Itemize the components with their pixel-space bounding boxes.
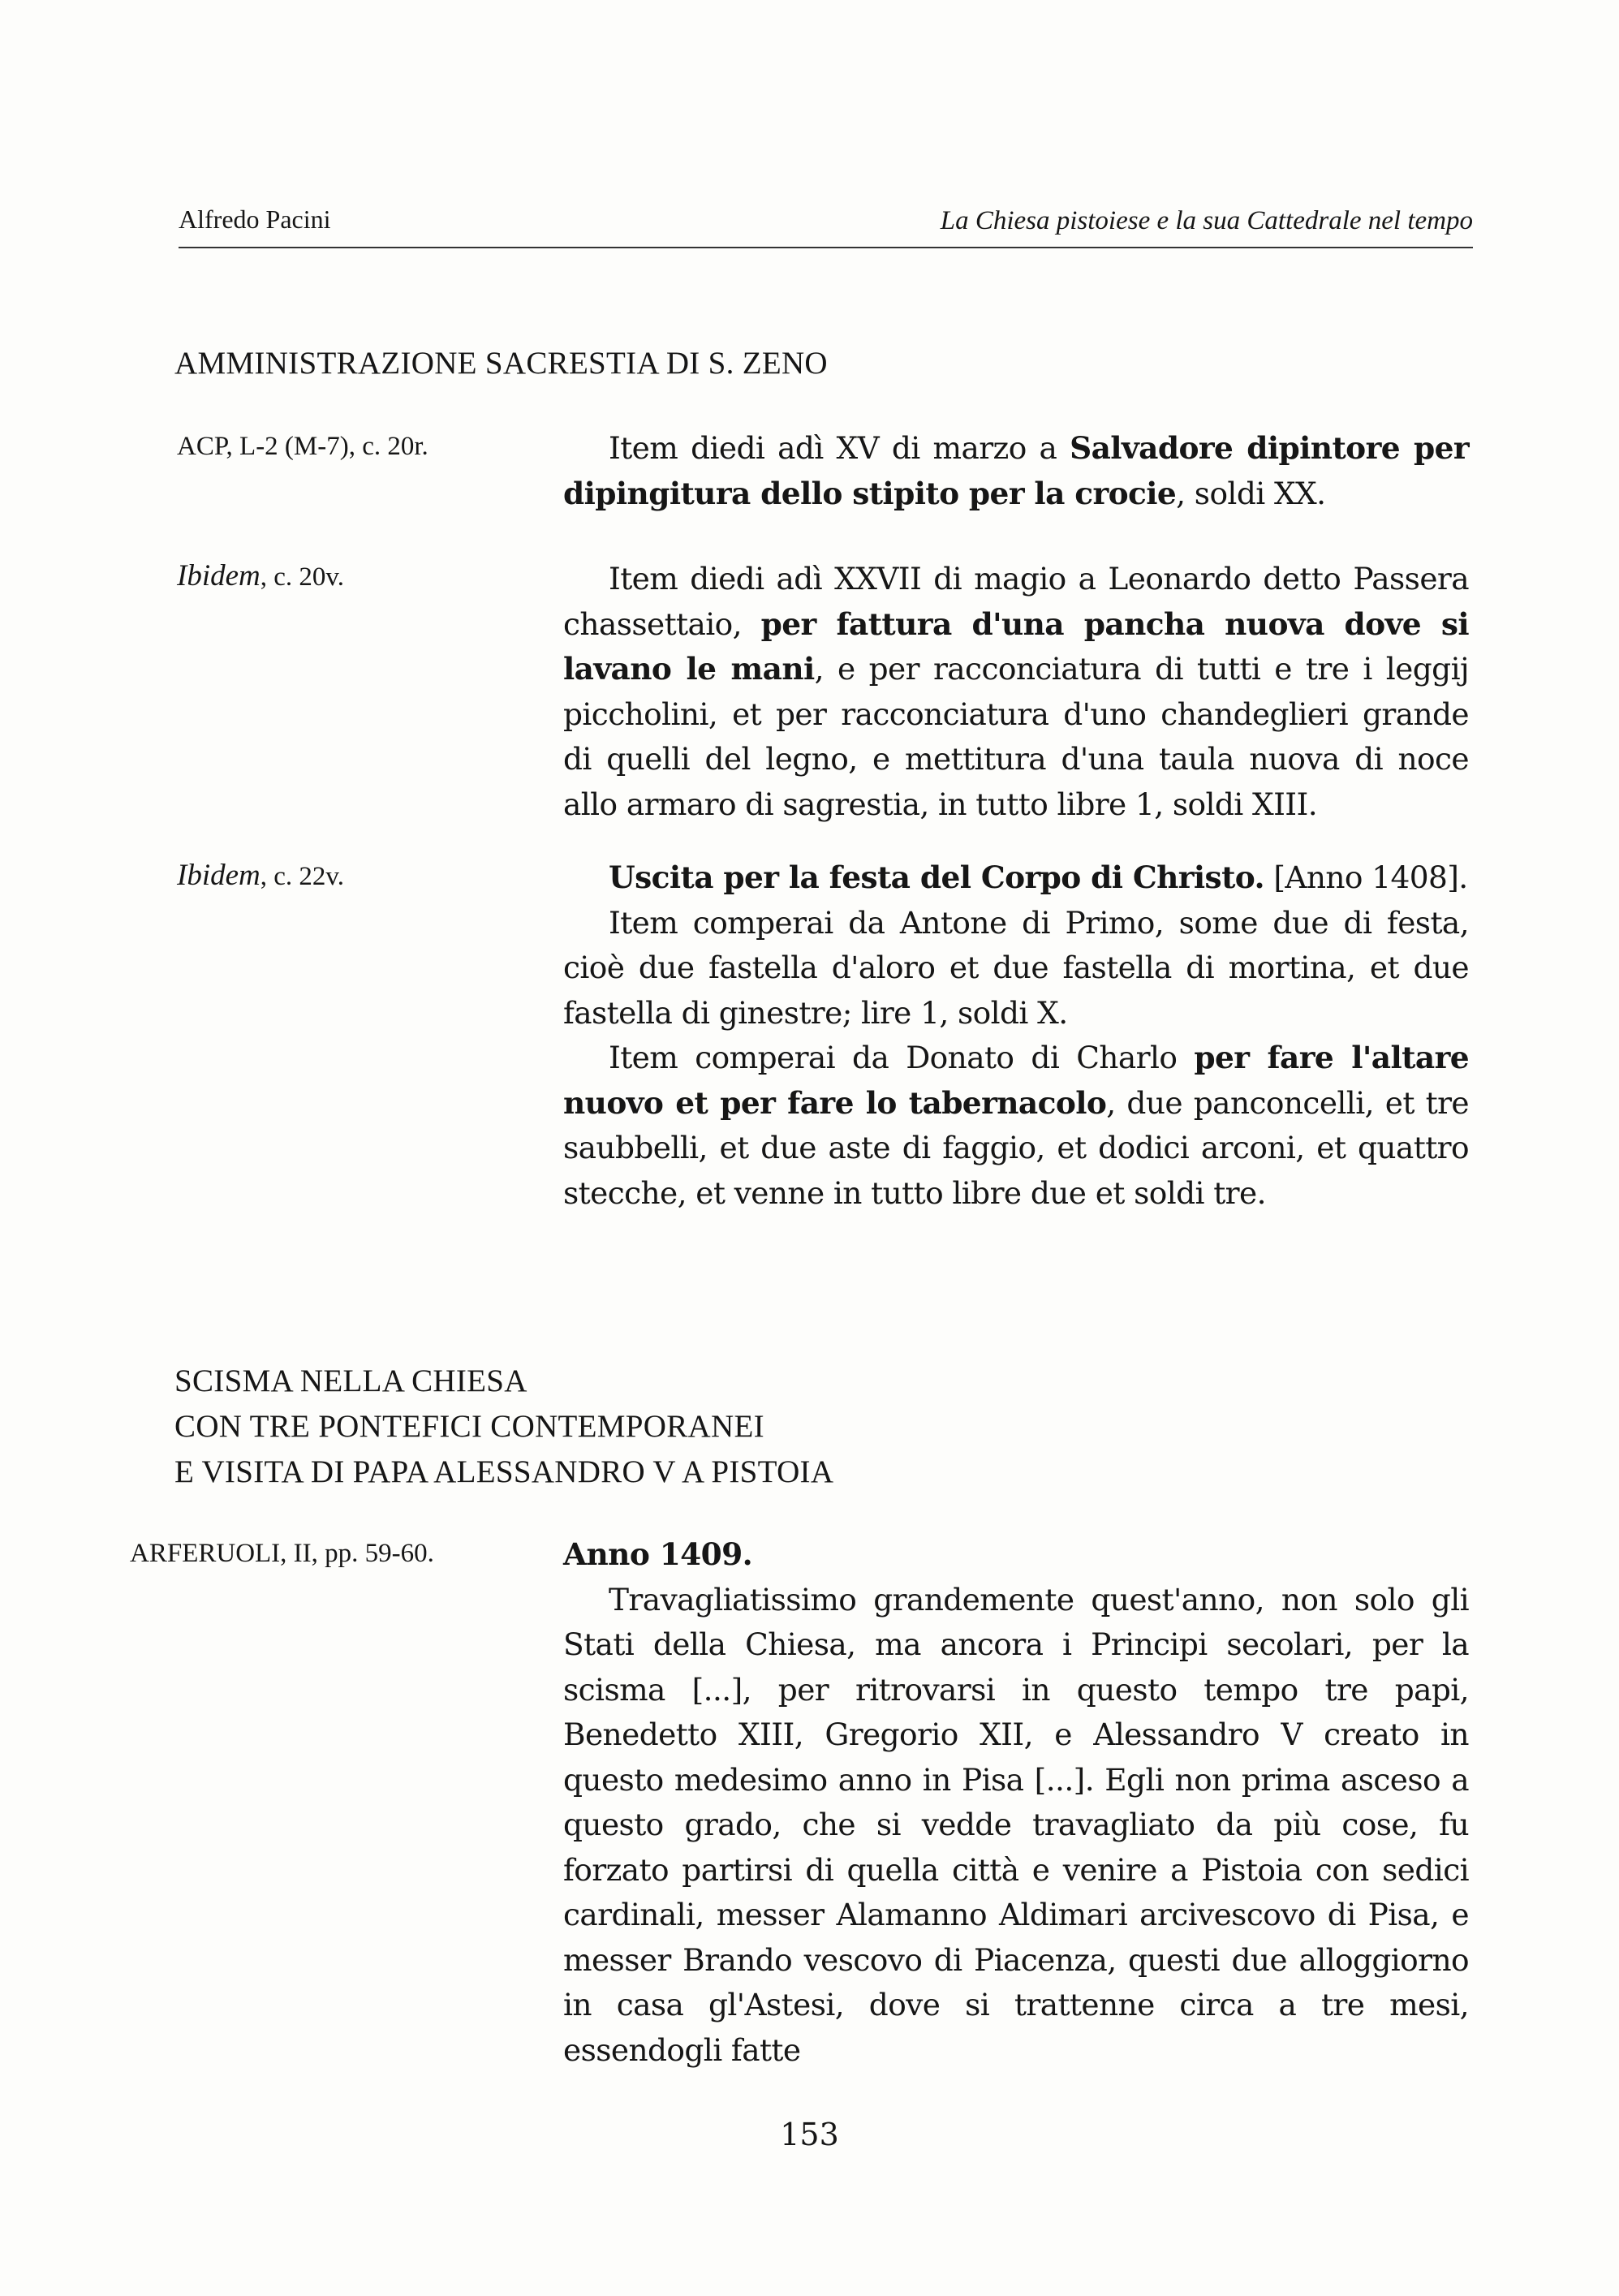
- page-number: 153: [780, 2117, 839, 2152]
- running-header-author: Alfredo Pacini: [179, 205, 331, 234]
- entry-text: Uscita per la festa del Corpo di Christo. [Anno 1408]. Item comperai da Antone di Primo, some due di festa, cioè due fastella d'aloro et due fastella di mortina, et due fastella di ginestre; lire 1, soldi X. Item comperai da Donato di Charlo per fare l'altare nuovo et per fare lo tabernacolo, due panconcelli, et tre saubbelli, et due aste di faggio, et dodici arconi, et quattro stecche, et venne in tutto libre due et soldi tre.: [563, 859, 1469, 1211]
- source-reference: Ibidem, c. 22v.: [177, 859, 345, 892]
- source-reference: ARFERUOLI, II, pp. 59-60.: [130, 1539, 434, 1568]
- running-header-title: La Chiesa pistoiese e la sua Cattedrale nel tempo: [940, 206, 1473, 235]
- entry-text: Anno 1409. Travagliatissimo grandemente quest'anno, non solo gli Stati della Chiesa, ma ancora i Principi secolari, per la scisma [...], per ritrovarsi in questo tempo tre papi, Benedetto XIII, Gregorio XII, e Alessandro V creato in questo medesimo anno in Pisa [...]. Egli non prima asceso a questo grado, che si vedde travagliato da più cose, fu forzato partirsi di quella città e venire a Pistoia con sedici cardinali, messer Alamanno Aldimari arcivescovo di Pisa, e messer Brando vescovo di Piacenza, questi due alloggiorno in casa gl'Astesi, dove si trattenne circa a tre mesi, essendogli fatte: [563, 1536, 1469, 2068]
- source-reference: Ibidem, c. 20v.: [177, 559, 345, 592]
- section-heading-sacrestia: AMMINISTRAZIONE SACRESTIA DI S. ZENO: [174, 346, 828, 381]
- header-rule: [179, 247, 1473, 248]
- entry-text: Item diedi adì XV di marzo a Salvadore dipintore per dipingitura dello stipito per la crocie, soldi XX.: [563, 430, 1470, 511]
- source-reference: ACP, L-2 (M-7), c. 20r.: [177, 432, 428, 461]
- entry-text: Item diedi adì XXVII di magio a Leonardo detto Passera chassettaio, per fattura d'una pancha nuova dove si lavano le mani, e per racconciatura di tutti e tre i leggij piccholini, et per racconciatura d'uno chandeglieri grande di quelli del legno, e mettitura d'una taula nuova di noce allo armaro di sagrestia, in tutto libre 1, soldi XIII.: [563, 561, 1469, 822]
- section-heading-scisma: SCISMA NELLA CHIESA CON TRE PONTEFICI CONTEMPORANEI E VISITA DI PAPA ALESSANDRO V A PISTOIA: [174, 1363, 834, 1489]
